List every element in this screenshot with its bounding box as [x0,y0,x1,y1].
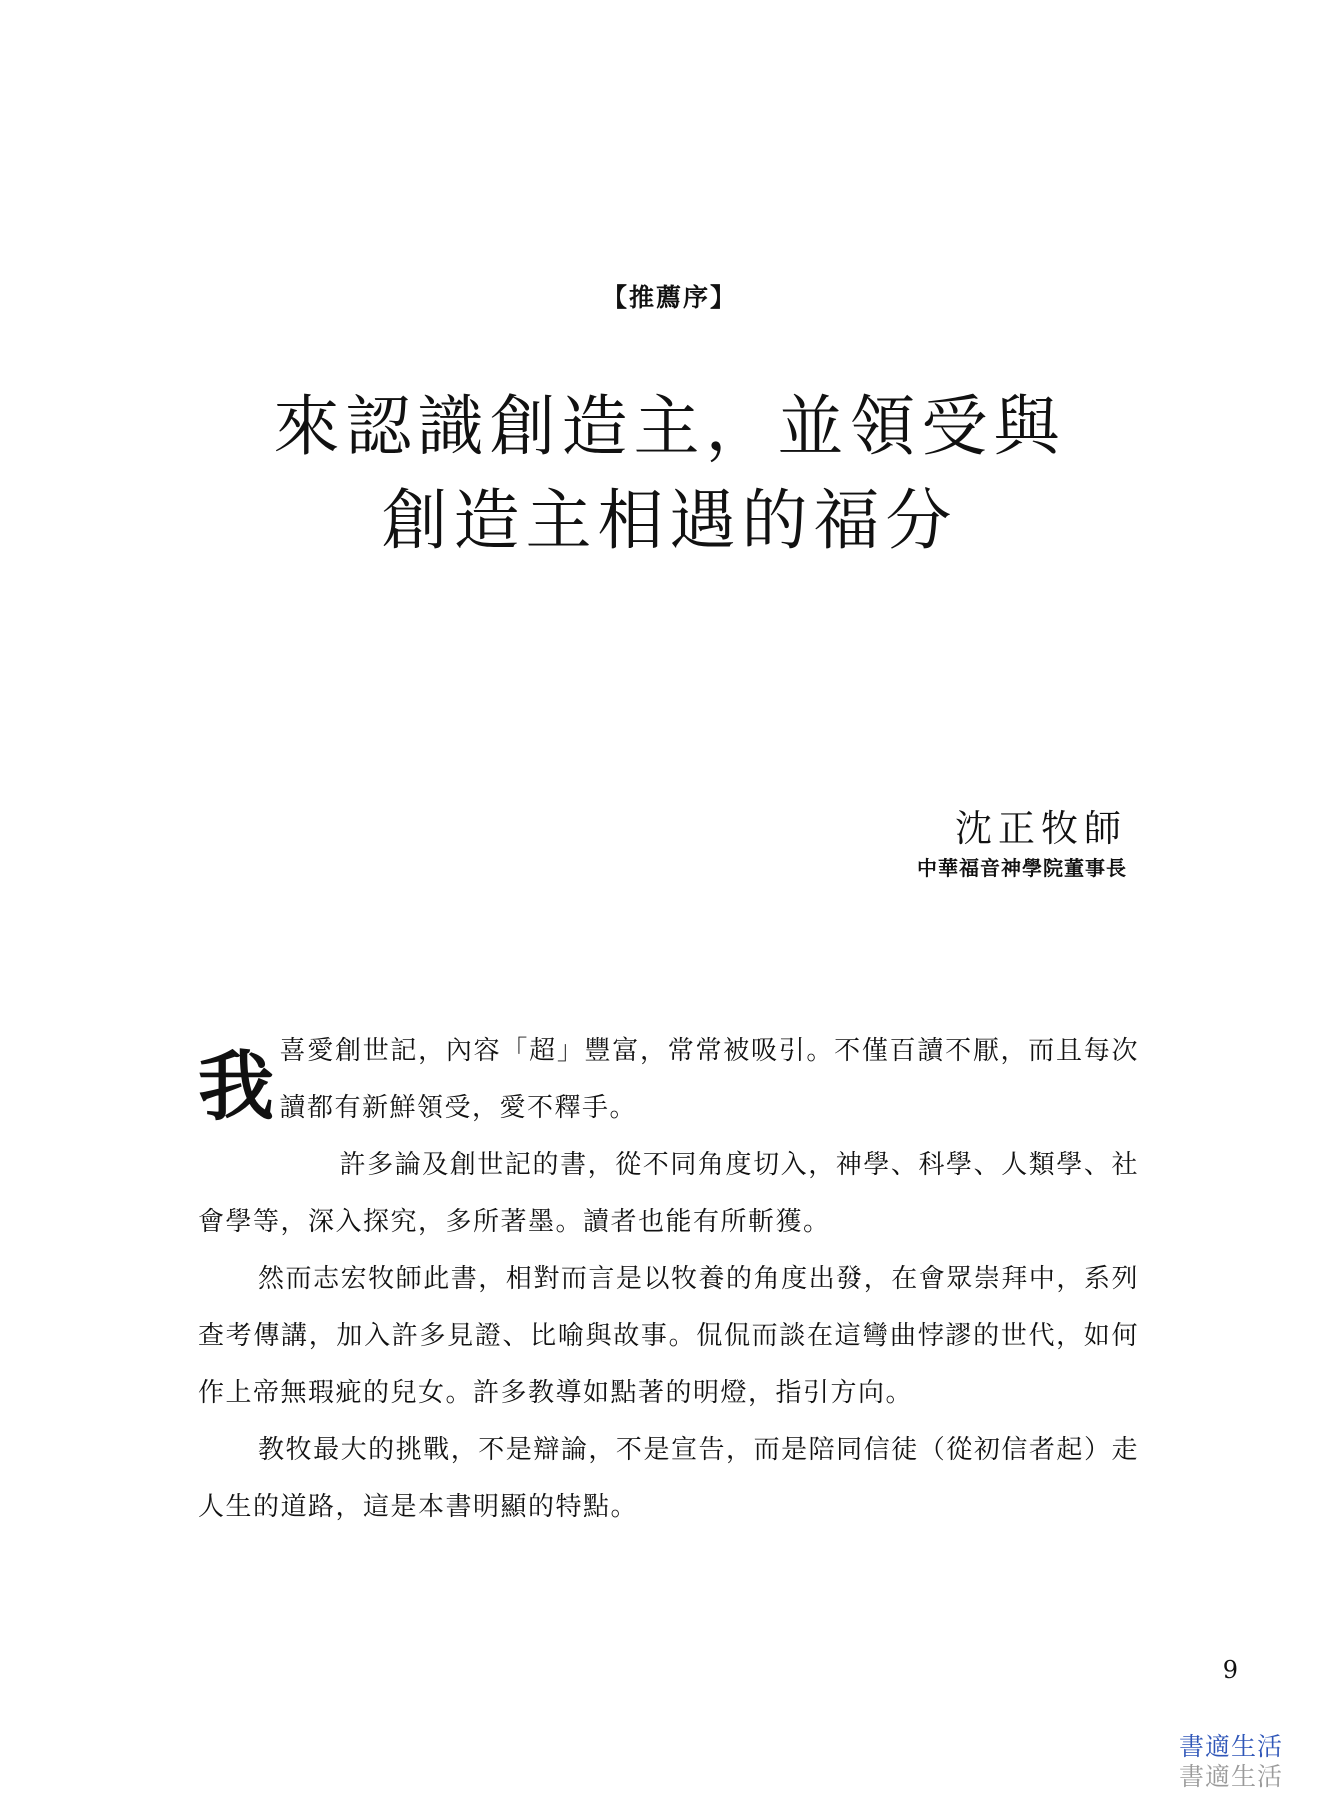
watermark-line-2: 書適生活 [1178,1762,1283,1791]
title-line-1: 來認識創造主，並領受與 [273,388,1066,465]
author-affiliation: 中華福音神學院董事長 [917,856,1127,880]
body-text [198,1023,1139,1536]
paragraph-2: 許多論及創世記的書，從不同角度切入，神學、科學、人類學、社會學等，深入探究，多所著墨。讀者也能有所斬獲。 [198,1150,1139,1237]
drop-cap: 我 [198,1042,276,1131]
page-number: 9 [1222,1656,1238,1684]
section-label: 【推薦序】 [601,283,737,312]
paragraph-1-text: 喜愛創世記，內容「超」豐富，常常被吸引。不僅百讀不厭，而且每次讀都有新鮮領受，愛不釋手。 [279,1036,1139,1123]
watermark-line-1: 書適生活 [1178,1732,1283,1761]
paragraph-3: 然而志宏牧師此書，相對而言是以牧養的角度出發，在會眾崇拜中，系列查考傳講，加入許多見證、比喻與故事。侃侃而談在這彎曲悖謬的世代，如何作上帝無瑕疵的兒女。許多教導如點著的明燈，指引方向。 [198,1264,1139,1408]
title-line-2: 創造主相遇的福分 [381,482,958,559]
paragraph-4: 教牧最大的挑戰，不是辯論，不是宣告，而是陪同信徒（從初信者起）走人生的道路，這是本書明顯的特點。 [198,1435,1139,1522]
paragraph-1 [198,1023,1139,1137]
author-name: 沈正牧師 [955,807,1127,850]
